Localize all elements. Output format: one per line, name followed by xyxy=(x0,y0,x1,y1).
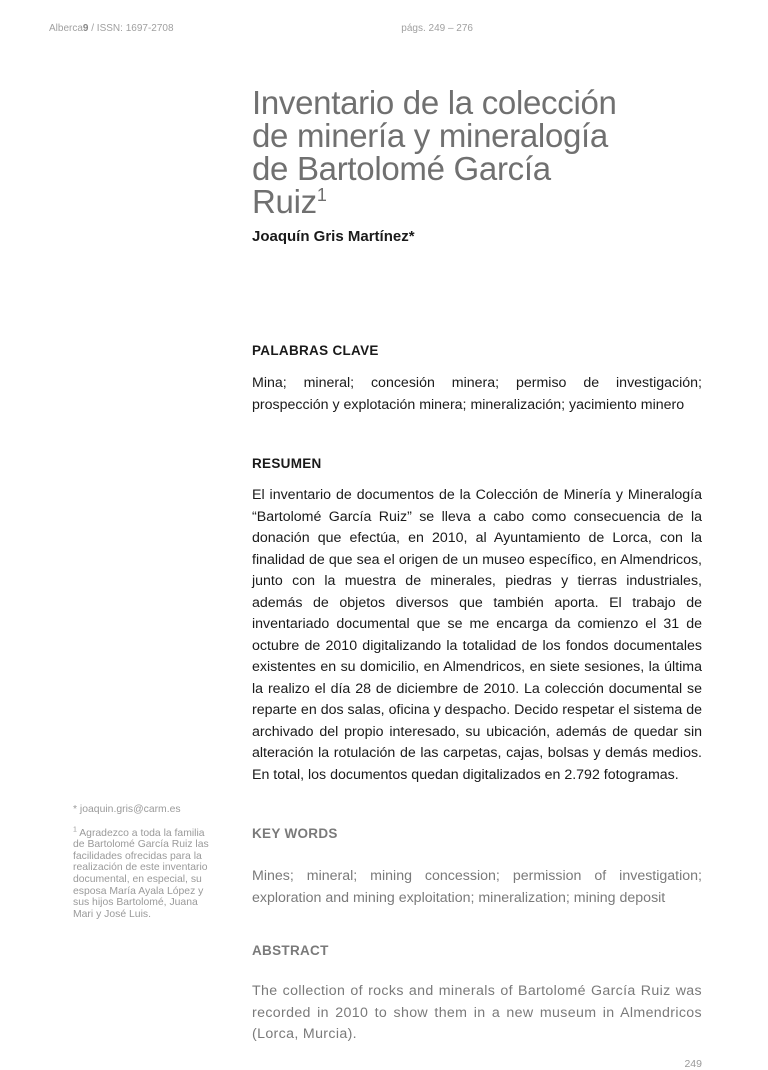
journal-issue: 9 xyxy=(82,23,89,34)
main-column xyxy=(252,86,702,1046)
journal-issn: / ISSN: 1697-2708 xyxy=(88,23,174,34)
resumen-heading: RESUMEN xyxy=(252,456,322,471)
footnote-text: Agradezco a toda la familia de Bartolomé García Ruiz las facilidades ofrecidas para la realización de este inventario documental, en especial, su esposa María Ayala López y sus hijos Bartolomé, Juana Mari y José Luis. xyxy=(73,827,209,920)
author: Joaquín Gris Martínez* xyxy=(252,228,415,245)
keywords-es-text: Mina; mineral; concesión minera; permiso de investigación; prospección y explotación minera; mineralización; yacimiento minero xyxy=(252,375,702,413)
side-notes xyxy=(73,804,218,932)
keywords-en-text: Mines; mineral; mining concession; permission of investigation; exploration and mining exploitation; mineralization; mining deposit xyxy=(252,868,702,906)
page-range: págs. 249 – 276 xyxy=(401,23,473,34)
title-footnote-mark: 1 xyxy=(316,185,327,205)
author-email-note: * joaquin.gris@carm.es xyxy=(73,804,181,815)
page-number: 249 xyxy=(684,1058,702,1070)
footnote-mark: 1 xyxy=(73,826,77,834)
abstract-section xyxy=(252,943,702,1046)
keywords-es-section xyxy=(252,343,702,416)
resumen-section xyxy=(252,456,702,786)
article-title xyxy=(252,86,632,218)
abstract-heading: ABSTRACT xyxy=(252,943,329,958)
keywords-en-section xyxy=(252,826,702,909)
keywords-en-heading: KEY WORDS xyxy=(252,826,338,841)
title-text: Inventario de la colección de minería y mineralogía de Bartolomé García Ruiz xyxy=(252,84,617,220)
abstract-text: The collection of rocks and minerals of Bartolomé García Ruiz was recorded in 2010 to show them in a new museum in Almendricos (Lorca, Murcia). xyxy=(252,983,702,1042)
journal-header xyxy=(49,23,174,34)
journal-name: Alberca xyxy=(49,23,83,34)
keywords-es-heading: PALABRAS CLAVE xyxy=(252,343,379,358)
resumen-text: El inventario de documentos de la Colección de Minería y Mineralogía “Bartolomé García Ruiz” se lleva a cabo como consecuencia de la donación que efectúa, en 2010, al Ayuntamiento de Lorca, con la finalidad de que sea el origen de un museo específico, en Almendricos, junto con la muestra de minerales, piedras y tierras industriales, además de objetos diversos que también aporta. El trabajo de inventariado documental que se me encarga da comienzo el 31 de octubre de 2010 digitalizando la totalidad de los fondos documentales existentes en su domicilio, en Almendricos, en siete sesiones, la última la realizo el día 28 de diciembre de 2010. La colección documental se reparte en dos salas, oficina y despacho. Decido respetar el sistema de archivado del propio interesado, su ubicación, además de quedar sin alteración la rotulación de las carpetas, cajas, bolsas y demás medios. En total, los documentos quedan digitalizados en 2.792 fotogramas. xyxy=(252,487,702,783)
footnote-1 xyxy=(73,828,218,921)
